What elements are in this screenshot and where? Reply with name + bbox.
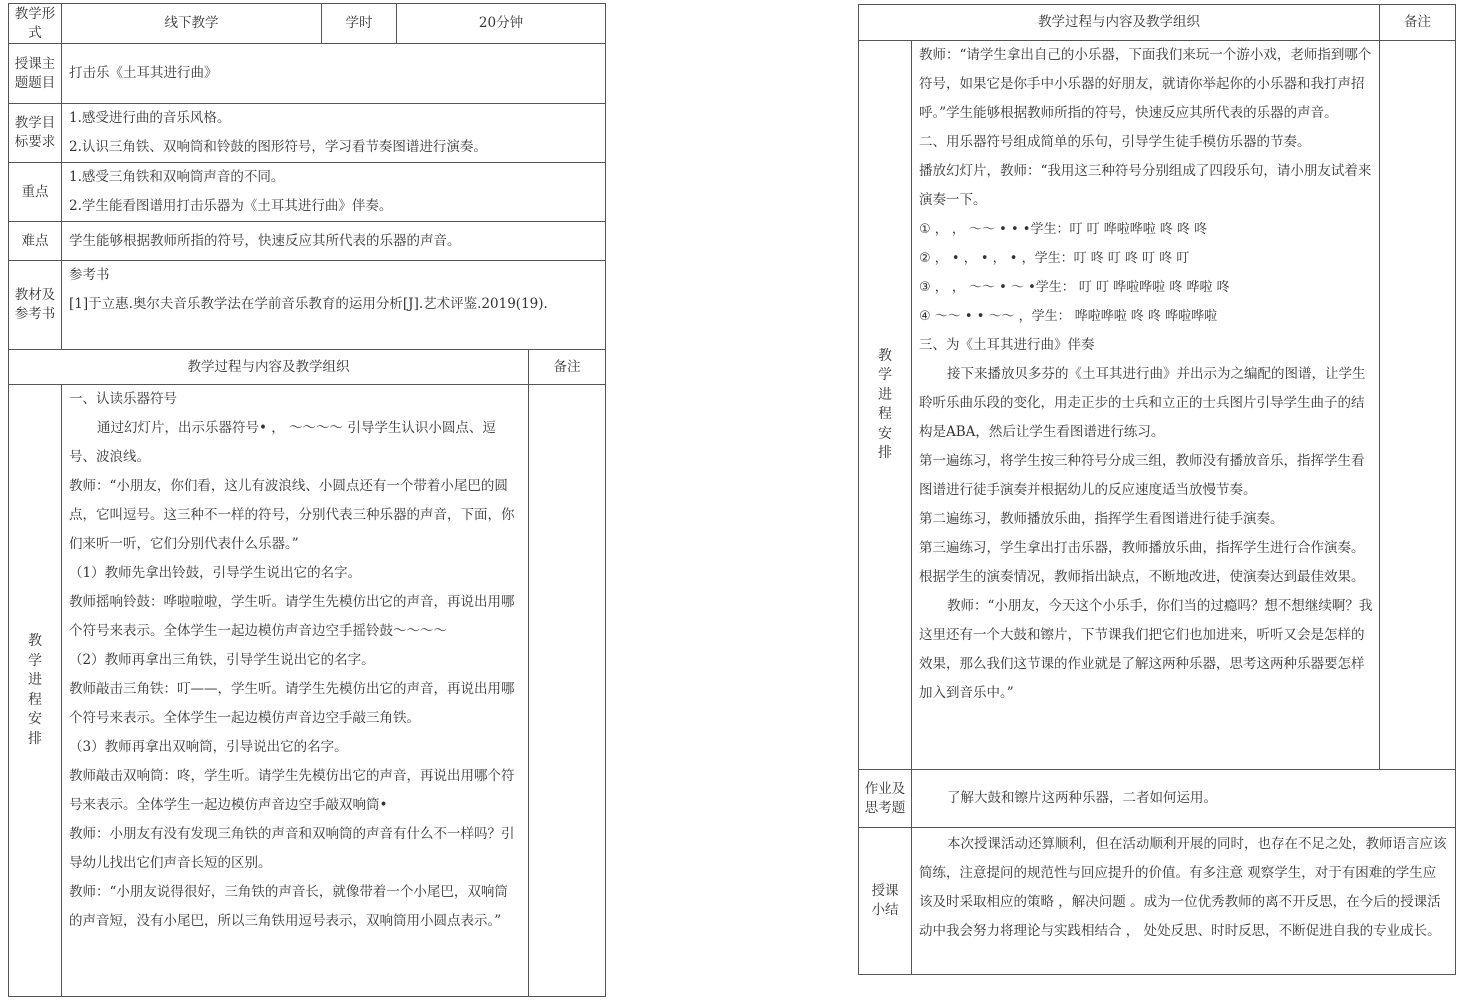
process-paragraph: （1）教师先拿出铃鼓，引导学生说出它的名字。 bbox=[69, 565, 362, 581]
rhythm-phrase: ② ， • ， • ， • ，学生：叮 咚 叮 咚 叮 咚 叮 bbox=[919, 251, 1190, 266]
difficulty-value: 学生能够根据教师所指的符号，快速反应其所代表的乐器的声音。 bbox=[62, 222, 606, 261]
process-paragraph: 一、认读乐器符号 bbox=[69, 391, 177, 407]
left-lesson-table bbox=[8, 3, 606, 997]
process-paragraph: 教师：“小朋友，你们看，这儿有波浪线、小圆点还有一个带着小尾巴的圆点，它叫逗号。这三种不一样的符号，分别代表三种乐器的声音，下面，你们来听一听，它们分别代表什么乐器。” bbox=[69, 478, 515, 552]
rhythm-phrase: ③ ， ， ～～ • ～ •学生： 叮 叮 哗啦哗啦 咚 哗啦 咚 bbox=[919, 280, 1230, 295]
key-points-label: 重点 bbox=[9, 163, 62, 222]
process-paragraph: 通过幻灯片，出示乐器符号• ， ～～～～ 引导学生认识小圆点、逗号、波浪线。 bbox=[69, 420, 496, 465]
rhythm-phrase: ④ ～～ • • ～～ ，学生： 哗啦哗啦 咚 咚 哗啦哗啦 bbox=[919, 309, 1218, 324]
process-paragraph: 教师敲击双响筒：咚，学生听。请学生先模仿出它的声音，再说出用哪个符号来表示。全体学生一起边模仿声音边空手敲双响筒• bbox=[69, 768, 515, 813]
topic-label: 授课主题题目 bbox=[9, 44, 62, 104]
notes-header: 备注 bbox=[1380, 5, 1456, 41]
process-content bbox=[62, 385, 529, 997]
key-point-item: 1.感受三角铁和双响筒声音的不同。 bbox=[69, 169, 285, 185]
teaching-form-label: 教学形式 bbox=[9, 4, 62, 44]
difficulty-label: 难点 bbox=[9, 222, 62, 261]
process-paragraph: 教师：“小朋友说得很好，三角铁的声音长，就像带着一个小尾巴，双响筒的声音短，没有小尾巴，所以三角铁用逗号表示，双响筒用小圆点表示。” bbox=[69, 884, 508, 929]
process-paragraph: 播放幻灯片，教师：“我用这三种符号分别组成了四段乐句，请小朋友试着来演奏一下。 bbox=[919, 163, 1372, 208]
arrangement-label bbox=[9, 385, 62, 997]
process-paragraph: 教师摇响铃鼓：哗啦啦啦，学生听。请学生先模仿出它的声音，再说出用哪个符号来表示。全体学生一起边模仿声音边空手摇铃鼓～～～～ bbox=[69, 594, 515, 639]
process-header: 教学过程与内容及教学组织 bbox=[9, 350, 529, 385]
process-paragraph: 教师敲击三角铁：叮——，学生听。请学生先模仿出它的声音，再说出用哪个符号来表示。全体学生一起边模仿声音边空手敲三角铁。 bbox=[69, 681, 515, 726]
summary-label-text: 授课小结 bbox=[871, 883, 899, 918]
notes-cell bbox=[529, 385, 606, 997]
homework-value: 了解大鼓和镲片这两种乐器，二者如何运用。 bbox=[912, 770, 1456, 828]
process-paragraph: 教师：小朋友有没有发现三角铁的声音和双响筒的声音有什么不一样吗？引导幼儿找出它们声音长短的区别。 bbox=[69, 826, 515, 871]
summary-value: 本次授课活动还算顺利，但在活动顺利开展的同时，也存在不足之处，教师语言应该简练，注意提问的规范性与回应提升的价值。有多注意 观察学生，对于有困难的学生应该及时采取相应的策略 ，解决问题 。成为一位优秀教师的离不开反思，在今后的授课活动中我会努力将理论与实践相结合 ， 处处反思、时时反思，不断促进自我的专业成长。 bbox=[912, 828, 1456, 975]
process-content bbox=[912, 41, 1380, 770]
process-paragraph: （3）教师再拿出双响筒，引导说出它的名字。 bbox=[69, 739, 348, 755]
class-hours-value: 20分钟 bbox=[397, 4, 606, 44]
objective-item: 2.认识三角铁、双响筒和铃鼓的图形符号，学习看节奏图谱进行演奏。 bbox=[69, 139, 487, 155]
process-paragraph: 教师：“小朋友，今天这个小乐手，你们当的过瘾吗？想不想继续啊？我这里还有一个大鼓和镲片，下节课我们把它们也加进来，听听又会是怎样的效果，那么我们这节课的作业就是了解这两种乐器，思考这两种乐器要怎样加入到音乐中。” bbox=[919, 598, 1373, 701]
key-points-cell bbox=[62, 163, 606, 222]
references-label: 教材及参考书 bbox=[9, 261, 62, 350]
process-paragraph: （2）教师再拿出三角铁，引导学生说出它的名字。 bbox=[69, 652, 375, 668]
process-paragraph: 第二遍练习，教师播放乐曲，指挥学生看图谱进行徒手演奏。 bbox=[919, 511, 1284, 527]
teaching-form-value: 线下教学 bbox=[62, 4, 322, 44]
process-paragraph: 第三遍练习，学生拿出打击乐器，教师播放乐曲，指挥学生进行合作演奏。根据学生的演奏情况，教师指出缺点，不断地改进，使演奏达到最佳效果。 bbox=[919, 540, 1365, 585]
homework-label: 作业及思考题 bbox=[859, 770, 912, 828]
objectives-label: 教学目标要求 bbox=[9, 104, 62, 163]
process-paragraph: 教师：“请学生拿出自己的小乐器，下面我们来玩一个游小戏，老师指到哪个符号，如果它是你手中小乐器的好朋友，就请你举起你的小乐器和我打声招呼。”学生能够根据教师所指的符号，快速反应其所代表的乐器的声音。 bbox=[919, 47, 1372, 121]
references-cell bbox=[62, 261, 606, 350]
arrangement-label-text: 教学进程安排 bbox=[878, 347, 892, 461]
objectives-cell bbox=[62, 104, 606, 163]
process-paragraph: 第一遍练习，将学生按三种符号分成三组，教师没有播放音乐，指挥学生看图谱进行徒手演奏并根据幼儿的反应速度适当放慢节奏。 bbox=[919, 453, 1365, 498]
process-paragraph: 三、为《土耳其进行曲》伴奏 bbox=[919, 337, 1095, 353]
arrangement-label bbox=[859, 41, 912, 770]
references-heading: 参考书 bbox=[69, 267, 110, 283]
notes-cell bbox=[1380, 41, 1456, 770]
rhythm-phrase: ① ， ， ～～ • • •学生：叮 叮 哗啦哗啦 咚 咚 咚 bbox=[919, 222, 1208, 237]
process-paragraph: 二、用乐器符号组成简单的乐句，引导学生徒手模仿乐器的节奏。 bbox=[919, 134, 1311, 150]
right-lesson-table bbox=[858, 4, 1456, 975]
process-header: 教学过程与内容及教学组织 bbox=[859, 5, 1380, 41]
class-hours-label: 学时 bbox=[322, 4, 397, 44]
topic-value: 打击乐《土耳其进行曲》 bbox=[62, 44, 606, 104]
notes-header: 备注 bbox=[529, 350, 606, 385]
process-paragraph: 接下来播放贝多芬的《土耳其进行曲》并出示为之编配的图谱，让学生聆听乐曲乐段的变化，用走正步的士兵和立正的士兵图片引导学生曲子的结构是ABA，然后让学生看图谱进行练习。 bbox=[919, 366, 1366, 440]
summary-label bbox=[859, 828, 912, 975]
key-point-item: 2.学生能看图谱用打击乐器为《土耳其进行曲》伴奏。 bbox=[69, 198, 393, 214]
objective-item: 1.感受进行曲的音乐风格。 bbox=[69, 110, 231, 126]
reference-item: [1]于立惠.奥尔夫音乐教学法在学前音乐教育的运用分析[J].艺术评鉴.2019(19). bbox=[69, 296, 548, 312]
arrangement-label-text: 教学进程安排 bbox=[28, 633, 42, 747]
